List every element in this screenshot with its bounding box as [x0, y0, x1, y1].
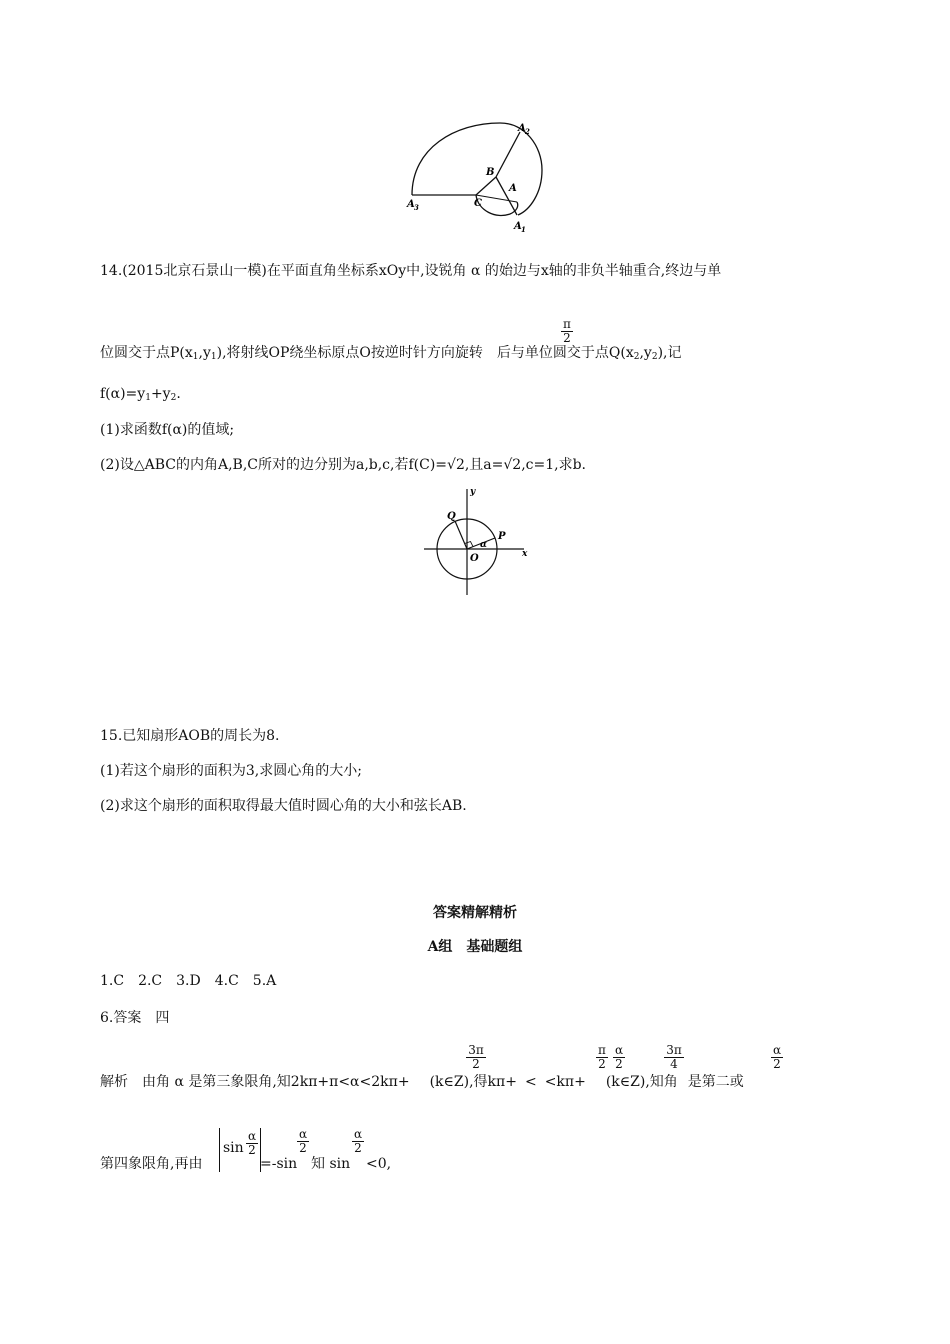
answers-last-line-a: 第四象限角,再由	[100, 1156, 203, 1172]
q14-line3: $f(\alpha)=y_1+y_2$.	[100, 386, 181, 403]
frac-alpha-over-2-a: $\frac{\alpha}{2}$	[614, 1043, 624, 1071]
answers-group-title: A组 基础题组	[427, 939, 523, 955]
label-alpha: α	[480, 540, 487, 550]
label-a1-sub: 1	[521, 225, 526, 234]
frac-3pi-over-2: $\frac{3\pi}{2}$	[466, 1044, 486, 1071]
q15-line1: 15.已知扇形AOB的周长为8.	[100, 728, 280, 744]
label-y: y	[470, 487, 476, 497]
label-b: B	[486, 167, 495, 178]
label-q: Q	[447, 511, 456, 522]
abs-sin-expression: sin $\frac{\alpha}{2}$	[219, 1128, 261, 1172]
figure-sector-diagram	[400, 118, 560, 236]
q14-line1: 14.(2015北京石景山一模)在平面直角坐标系xOy中,设锐角 α 的始边与x轴的非负半轴重合,终边与单	[100, 263, 722, 279]
answers-line2: 6.答案 四	[100, 1010, 170, 1026]
answers-last-line-c: 知 sin	[311, 1156, 351, 1172]
q15-part2: (2)求这个扇形的面积取得最大值时圆心角的大小和弦长AB.	[100, 798, 467, 814]
label-a2-sub: 2	[525, 127, 530, 136]
label-p: P	[498, 531, 506, 542]
answers-line1: 1.C 2.C 3.D 4.C 5.A	[100, 973, 277, 989]
frac-alpha-over-2-d: $\frac{\alpha}{2}$	[353, 1127, 363, 1155]
answers-title: 答案精解精析	[433, 905, 517, 921]
q14-part1: (1)求函数f(α)的值域;	[100, 422, 235, 438]
frac-alpha-over-2-b: $\frac{\alpha}{2}$	[772, 1043, 782, 1071]
q15-part1: (1)若这个扇形的面积为3,求圆心角的大小;	[100, 763, 362, 779]
label-o: O	[470, 553, 479, 564]
figure-unit-circle	[420, 483, 532, 598]
q14-part2: (2)设△ABC的内角A,B,C所对的边分别为a,b,c,若f(C)=√2,且a=√2,c=1,求b.	[100, 457, 587, 473]
label-a3: A	[407, 199, 415, 210]
answers-analysis: 解析 由角 α 是第三象限角,知2kπ+π<α<2kπ+ (k∈Z),得kπ+ < <kπ+ (k∈Z),知角 是第二或	[100, 1074, 744, 1090]
label-c: C	[474, 198, 482, 209]
q14-line2: 位圆交于点$P(x_1,y_1)$,将射线OP绕坐标原点O按逆时针方向旋转 后与单位圆交于点$Q(x_2,y_2)$,记	[100, 345, 682, 362]
answers-last-line-b: =-sin	[260, 1156, 298, 1172]
sqrt2-a: √2	[447, 457, 465, 473]
label-x: x	[522, 549, 528, 559]
label-a2: A	[518, 123, 526, 134]
label-a3-sub: 3	[414, 203, 419, 212]
label-a: A	[509, 183, 517, 194]
q14-fraction-pi-over-2	[561, 318, 573, 345]
frac-pi-over-2: $\frac{\pi}{2}$	[596, 1044, 608, 1071]
label-a1: A	[514, 221, 522, 232]
frac-denominator: 2	[563, 331, 571, 345]
answers-last-line-d: <0,	[366, 1156, 392, 1172]
sqrt2-b: √2	[503, 457, 522, 473]
frac-3pi-over-4: $\frac{3\pi}{4}$	[664, 1044, 684, 1071]
frac-numerator: π	[561, 318, 573, 332]
frac-alpha-over-2-c: $\frac{\alpha}{2}$	[298, 1127, 308, 1155]
